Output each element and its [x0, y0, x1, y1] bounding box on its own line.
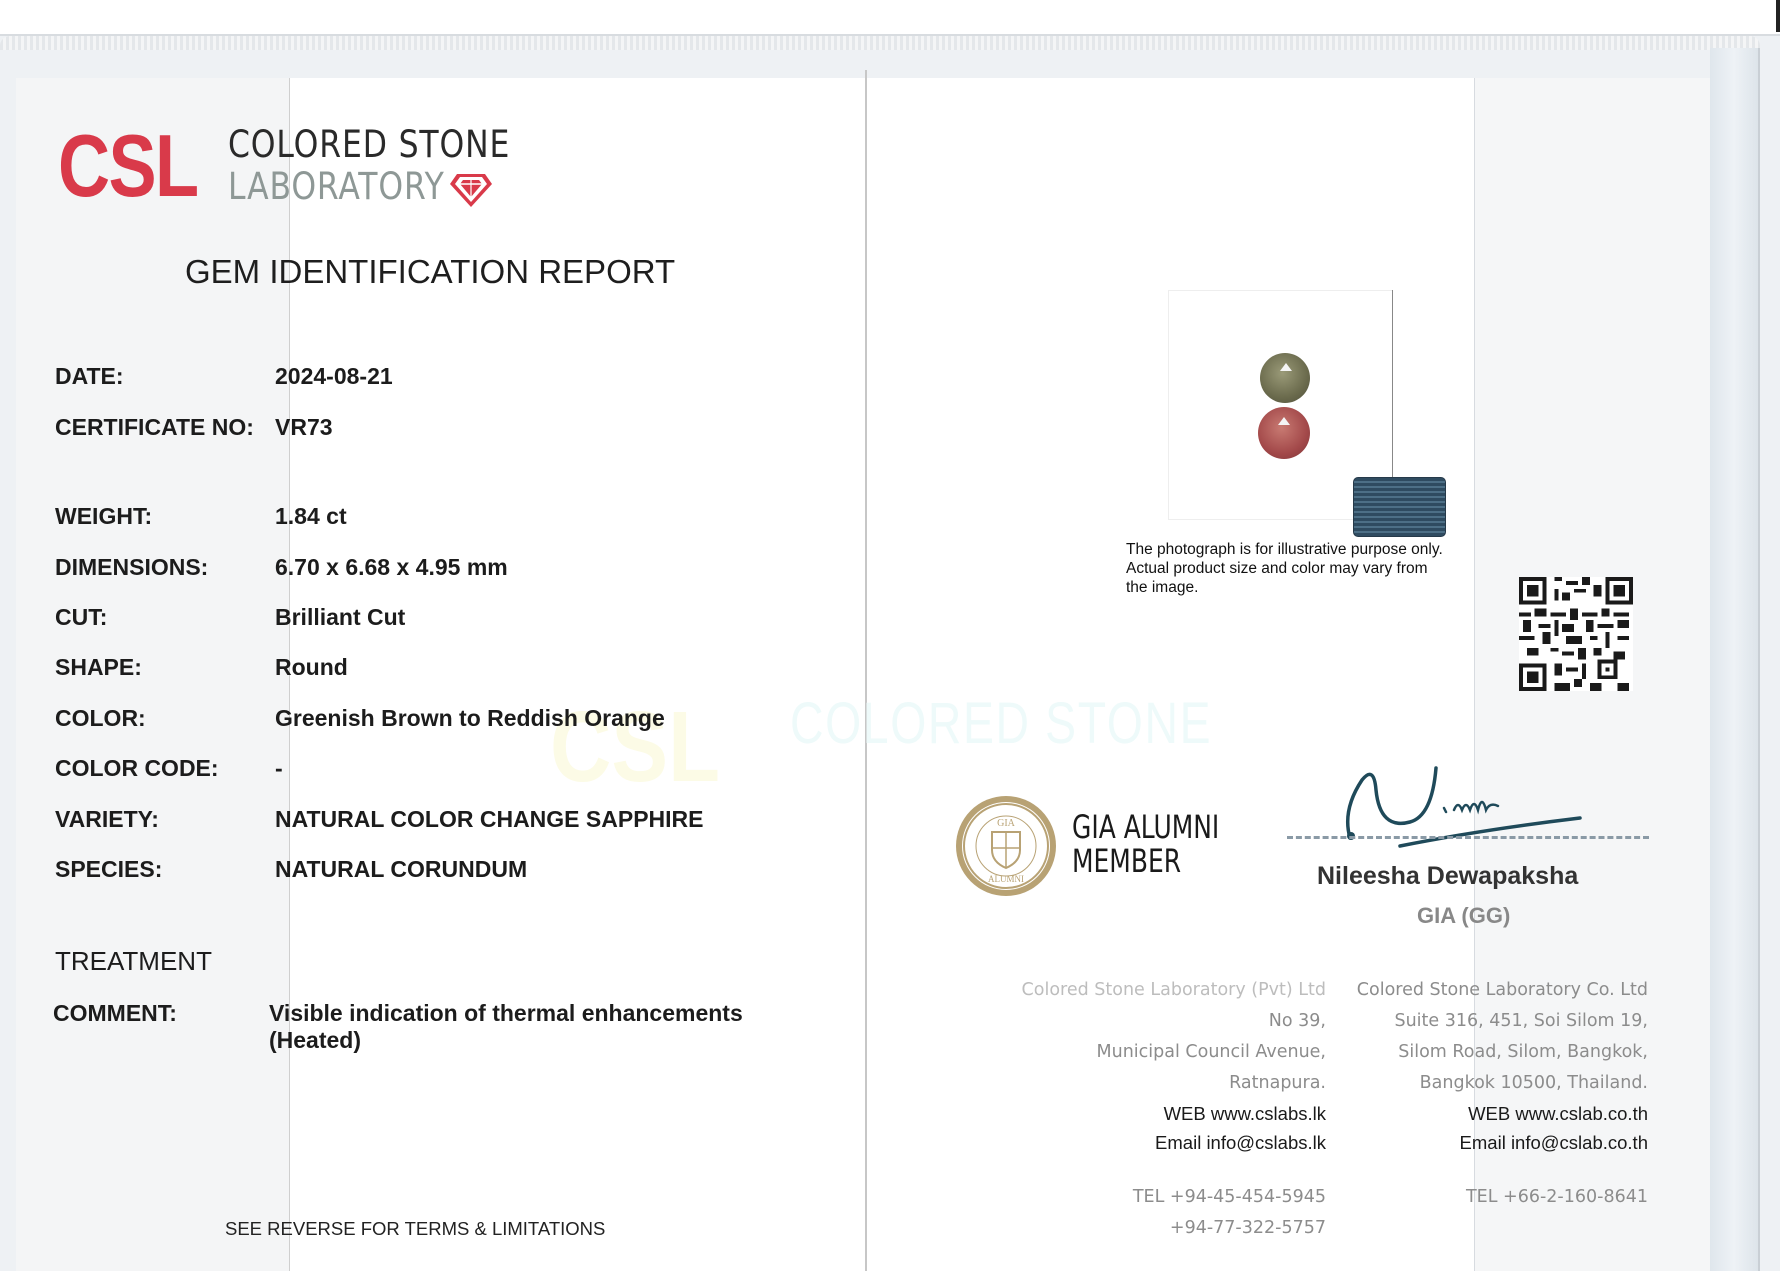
treatment-heading: TREATMENT	[55, 946, 212, 976]
field-value: NATURAL CORUNDUM	[275, 856, 528, 882]
field-label: WEIGHT:	[55, 503, 153, 529]
terms-note: SEE REVERSE FOR TERMS & LIMITATIONS	[225, 1218, 606, 1239]
field-date	[55, 363, 393, 390]
field-value: NATURAL COLOR CHANGE SAPPHIRE	[275, 806, 704, 832]
field-color	[55, 705, 665, 732]
address-tel: +94-77-322-5757	[1169, 1218, 1326, 1238]
field-label: SHAPE:	[55, 654, 142, 680]
logo-line-laboratory: LABORATORY	[228, 165, 445, 208]
address-thailand	[1330, 975, 1648, 1213]
address-sri-lanka	[980, 975, 1326, 1244]
field-color-code	[55, 755, 283, 782]
address-web-link[interactable]: WEB www.cslabs.lk	[1163, 1103, 1326, 1124]
comment-label: COMMENT:	[53, 1000, 177, 1026]
comment-value	[269, 1000, 743, 1054]
center-fold-line	[865, 70, 867, 1271]
signature-icon	[1340, 750, 1590, 850]
signer-name: Nileesha Dewapaksha	[1317, 862, 1579, 890]
field-value: 6.70 x 6.68 x 4.95 mm	[275, 554, 508, 580]
address-company: Colored Stone Laboratory Co. Ltd	[1356, 980, 1648, 1000]
field-weight	[55, 503, 347, 530]
field-label: COLOR:	[55, 705, 146, 731]
hologram-string	[1392, 290, 1393, 498]
address-line: Silom Road, Silom, Bangkok,	[1398, 1042, 1648, 1062]
sleeve-right-edge	[1710, 48, 1760, 1271]
field-label: CUT:	[55, 604, 108, 630]
comment-line-2: (Heated)	[269, 1027, 362, 1053]
address-tel: TEL +66-2-160-8641	[1465, 1187, 1648, 1207]
field-label: DIMENSIONS:	[55, 554, 209, 580]
field-value: 1.84 ct	[275, 503, 347, 529]
address-line: Municipal Council Avenue,	[1096, 1042, 1326, 1062]
gia-alumni-seal-icon	[952, 792, 1060, 900]
svg-text:ALUMNI: ALUMNI	[988, 874, 1024, 884]
report-title: GEM IDENTIFICATION REPORT	[185, 253, 676, 290]
svg-text:GIA: GIA	[997, 818, 1015, 829]
address-line: Ratnapura.	[1229, 1073, 1326, 1093]
field-label: CERTIFICATE NO:	[55, 414, 254, 440]
field-value: Round	[275, 654, 348, 680]
field-certificate-no	[55, 414, 333, 441]
comment-line-1: Visible indication of thermal enhancements	[269, 1000, 743, 1026]
field-value: Brilliant Cut	[275, 604, 406, 630]
field-label: COLOR CODE:	[55, 755, 219, 781]
address-line: No 39,	[1268, 1011, 1326, 1031]
gem-image-greenish	[1260, 353, 1310, 403]
address-tel: TEL +94-45-454-5945	[1132, 1187, 1326, 1207]
address-line: Bangkok 10500, Thailand.	[1419, 1073, 1648, 1093]
field-comment	[53, 1000, 743, 1054]
field-species	[55, 856, 527, 883]
diamond-icon	[449, 172, 493, 208]
field-cut	[55, 604, 405, 631]
sleeve-seam	[0, 36, 1760, 50]
photo-disclaimer: The photograph is for illustrative purpose only. Actual product size and color may vary from the image.	[1126, 541, 1443, 596]
signature-line	[1287, 836, 1649, 839]
gia-line-1: GIA ALUMNI	[1072, 808, 1220, 846]
logo-csl-mark: CSL	[58, 116, 198, 215]
field-value: 2024-08-21	[275, 363, 393, 389]
gia-alumni-member	[1072, 810, 1219, 878]
address-email-link[interactable]: Email info@cslab.co.th	[1459, 1132, 1648, 1153]
gia-line-2: MEMBER	[1072, 842, 1182, 880]
field-dimensions	[55, 554, 508, 581]
field-label: SPECIES:	[55, 856, 163, 882]
field-label: VARIETY:	[55, 806, 159, 832]
scan-edge-mark	[1776, 0, 1780, 32]
watermark-colored-stone: COLORED STONE	[790, 691, 1213, 756]
qr-code-icon[interactable]	[1519, 577, 1633, 691]
field-value: Greenish Brown to Reddish Orange	[275, 705, 665, 731]
watermark-csl: CSL	[550, 691, 720, 803]
address-email-link[interactable]: Email info@cslabs.lk	[1155, 1132, 1326, 1153]
scan-margin-top	[0, 0, 1780, 34]
address-web-link[interactable]: WEB www.cslab.co.th	[1468, 1103, 1648, 1124]
field-label: DATE:	[55, 363, 124, 389]
field-shape	[55, 654, 348, 681]
logo-wordmark	[228, 124, 560, 208]
field-variety	[55, 806, 704, 833]
logo-line-laboratory-wrap	[228, 166, 560, 208]
signer-credential: GIA (GG)	[1417, 903, 1511, 928]
field-value: -	[275, 755, 283, 781]
gem-image-reddish	[1258, 407, 1310, 459]
address-company: Colored Stone Laboratory (Pvt) Ltd	[1021, 980, 1326, 1000]
logo-line-colored-stone: COLORED STONE	[228, 123, 511, 166]
field-value: VR73	[275, 414, 333, 440]
hologram-sticker-icon	[1353, 477, 1446, 537]
address-line: Suite 316, 451, Soi Silom 19,	[1394, 1011, 1648, 1031]
